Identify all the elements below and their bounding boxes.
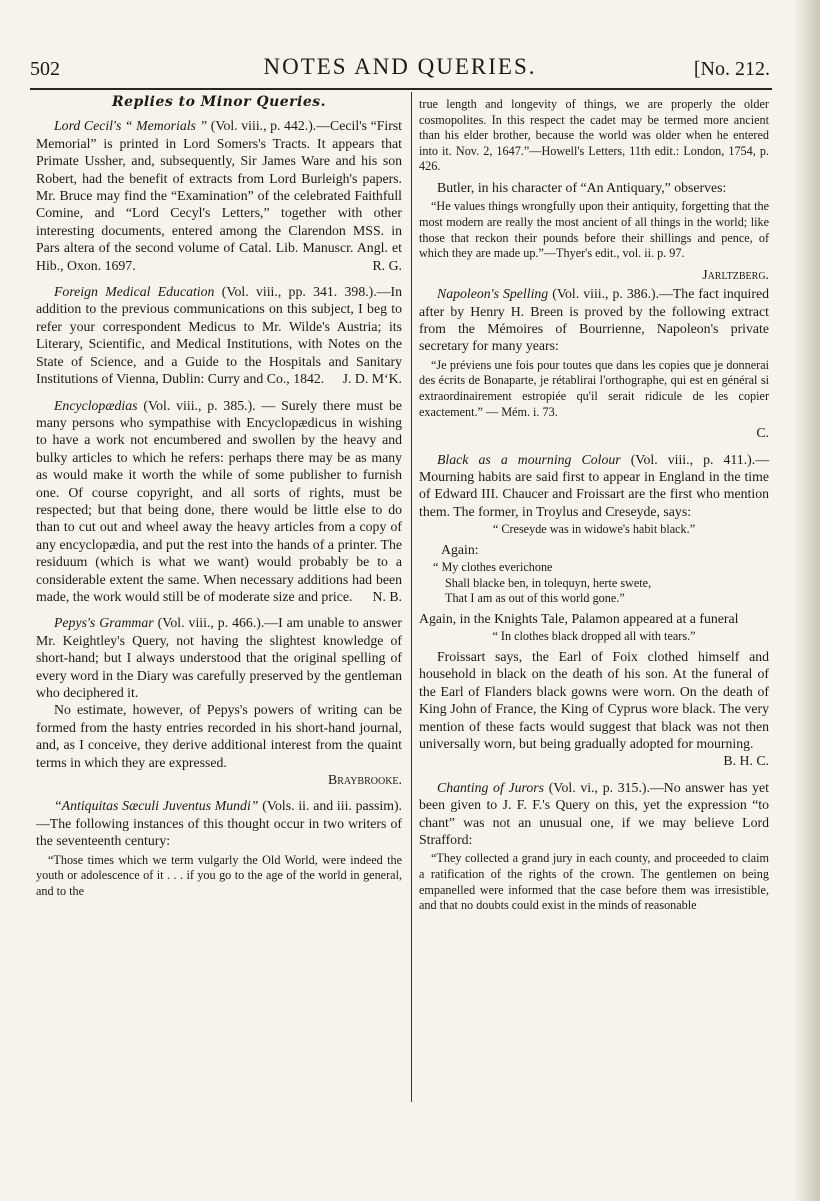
verse-line: Shall blacke ben, in tolequyn, herte swete, xyxy=(445,575,652,590)
entry-title: Foreign Medical Education xyxy=(54,284,215,300)
quotation: “He values things wrongfully upon their antiquity, forgetting that the most modern are really the most ancient of all things in the world; like those that reckon their pounds before their shillings and pence, of which they are made up.”—Thyer's edit., vol. ii. p. 97. xyxy=(419,199,769,261)
verse: “ In clothes black dropped all with tears.” xyxy=(492,629,696,644)
signature: N. B. xyxy=(372,588,402,604)
entry-pepys-grammar xyxy=(36,614,402,788)
header-rule xyxy=(30,88,772,90)
left-column xyxy=(36,94,402,908)
entry-text: (Vol. viii., p. 385.). — Surely there must be many persons who sympathise with Encyclopædicus in wishing to have a work not encumbered and swollen by the heavy and bulky articles to which he refers: perhaps there may be as many as would make it worth the while of some publisher to furnish one. Of course copyright, and all sorts of rights, must be respected; but that being done, there would be little else to do than to cut out and wheel away the heavy articles from a copy of any encyclopædia, and put the rest into the hands of a printer. The residuum (which is what we want) would probably be to a considerable extent the same. When necessary additions had been made, the work would still be of moderate size and price. xyxy=(36,397,402,604)
entry-title: Pepys's Grammar xyxy=(54,615,154,631)
quotation: “Je préviens une fois pour toutes que dans les copies que je donnerai des écrits de Bonaparte, je rétablirai l'orthographe, qui est en général si extraordinairement estropiée qu'il serait ridicule de les copier exactement.” — Mém. i. 73. xyxy=(419,357,769,419)
entry-text: (Vol. viii., p. 386.).—The fact inquired after by Henry H. Breen is proved by the following extract from the Mémoires of Bourrienne, Napoleon's private secretary for many years: xyxy=(419,286,770,354)
entry-black-mourning xyxy=(419,451,769,770)
quotation: “Those times which we term vulgarly the Old World, were indeed the youth or adolescence of it . . . if you go to the age of the world in general, and to the xyxy=(36,852,402,898)
entry-title: “Antiquitas Sæculi Juventus Mundi” xyxy=(54,798,259,814)
verse-block xyxy=(419,560,769,607)
entry-antiquitas xyxy=(36,797,402,899)
entry-text: (Vol. viii., pp. 341. 398.).—In addition to the previous communications on this subject, I beg to refer your correspondent Medicus to Mr. Wilde's Austria; its Literary, Scientific, and Medical Institutions, with Notes on the State of Science, and a Guide to the Hospitals and Sanitary Institutions of Vienna, Dublin: Curry and Co., 1842. xyxy=(36,284,403,387)
entry-butler xyxy=(419,179,769,283)
entry-text: (Vol. viii., p. 466.).—I am unable to answer Mr. Keightley's Query, not having the slightest knowledge of short-hand; but I always understood that the original spelling of every word in the Diary was carefully preserved by the gentleman who deciphered it. xyxy=(36,615,402,700)
page-edge-shadow xyxy=(794,0,820,1201)
entry-text: Butler, in his character of “An Antiquary,” observes: xyxy=(437,179,727,195)
entry-cecil xyxy=(36,117,402,274)
quotation-continued: true length and longevity of things, we are properly the older cosmopolites. In this respect the cadet may be termed more ancient than his elder brother, because the world was older when he entered into it. Nov. 2, 1647.”—Howell's Letters, 11th edit.: London, 1754, p. 426. xyxy=(419,97,769,174)
signature: R. G. xyxy=(372,257,402,273)
entry-text: Again: xyxy=(441,541,479,557)
entry-text: (Vol. viii., p. 411.).—Mourning habits are said first to appear in England in the time of Edward III. Chaucer and Froissart are the first who mention them. The former, in Troylus and Creseyde, says: xyxy=(419,451,769,519)
page-header xyxy=(30,52,770,86)
entry-text-2: No estimate, however, of Pepys's powers of writing can be formed from the hasty entries recorded in his short-hand journal, and, as I conceive, they derive additional interest from the quaint terms in which they are expressed. xyxy=(36,702,402,770)
signature: J. D. M‘K. xyxy=(342,371,402,387)
page-number: 502 xyxy=(30,58,60,80)
column-divider xyxy=(411,92,412,1102)
signature: C. xyxy=(756,425,769,441)
signature: Braybrooke. xyxy=(328,772,402,788)
verse-line: That I am as out of this world gone.” xyxy=(445,591,625,606)
entry-medical-education xyxy=(36,283,402,387)
running-title: NOTES AND QUERIES. xyxy=(263,54,537,79)
entry-text: (Vols. ii. and iii. passim).—The following instances of this thought occur in two writers of the seventeenth century: xyxy=(36,798,402,849)
entry-text-2: Froissart says, the Earl of Foix clothed himself and household in black on the death of his son. At the funeral of the Earl of Flanders black gowns were worn. On the death of King John of France, the King of Cyprus wore black. The very mention of these facts would suggest that black was not then universally worn, but being gradually adopted for mourning. xyxy=(419,648,769,751)
entry-text: (Vol. vi., p. 315.).—No answer has yet been given to J. F. F.'s Query on this, yet the expression “to chant” was not an unusual one, if we may believe Lord Strafford: xyxy=(419,779,770,848)
entry-chanting-jurors xyxy=(419,779,769,914)
entry-title: Lord Cecil's “ Memorials ” xyxy=(54,118,208,134)
entry-title: Napoleon's Spelling xyxy=(437,286,549,302)
signature: Jarltzberg. xyxy=(702,266,769,282)
quotation: “They collected a grand jury in each county, and proceeded to claim a ratification of the rights of the crown. The gentlemen on being empanelled were informed that the case before them was irresistible, and that no doubts could exist in the minds of reasonable xyxy=(419,851,769,913)
entry-title: Black as a mourning Colour xyxy=(437,451,621,467)
verse-line: “ My clothes everichone xyxy=(433,560,553,575)
right-column xyxy=(419,94,769,923)
verse: “ Creseyde was in widowe's habit black.” xyxy=(492,522,696,537)
entry-title: Chanting of Jurors xyxy=(437,779,545,795)
issue-number: [No. 212. xyxy=(693,58,770,80)
signature: B. H. C. xyxy=(723,753,769,769)
entry-text: (Vol. viii., p. 442.).—Cecil's “First Memorial” is printed in Lord Somers's Tracts. It appears that Primate Ussher, and, subsequently, Sir James Ware and his son Robert, had the benefit of extracts from Lord Burleigh's papers. Mr. Bruce may find the “Examination” of the celebrated Faithfull Comine, and “Lord Cecyl's Letters,” together with other interesting documents, entered among the Clarendon MSS. in Pars altera of the second volume of Catal. Lib. Manuscr. Angl. et Hib., Oxon. 1697. xyxy=(36,118,402,273)
entry-napoleon-spelling xyxy=(419,285,769,441)
entry-title: Encyclopædias xyxy=(54,397,138,413)
entry-text: Again, in the Knights Tale, Palamon appeared at a funeral xyxy=(419,610,739,626)
section-heading: Replies to Minor Queries. xyxy=(111,94,327,110)
entry-encyclopaedias xyxy=(36,397,402,606)
